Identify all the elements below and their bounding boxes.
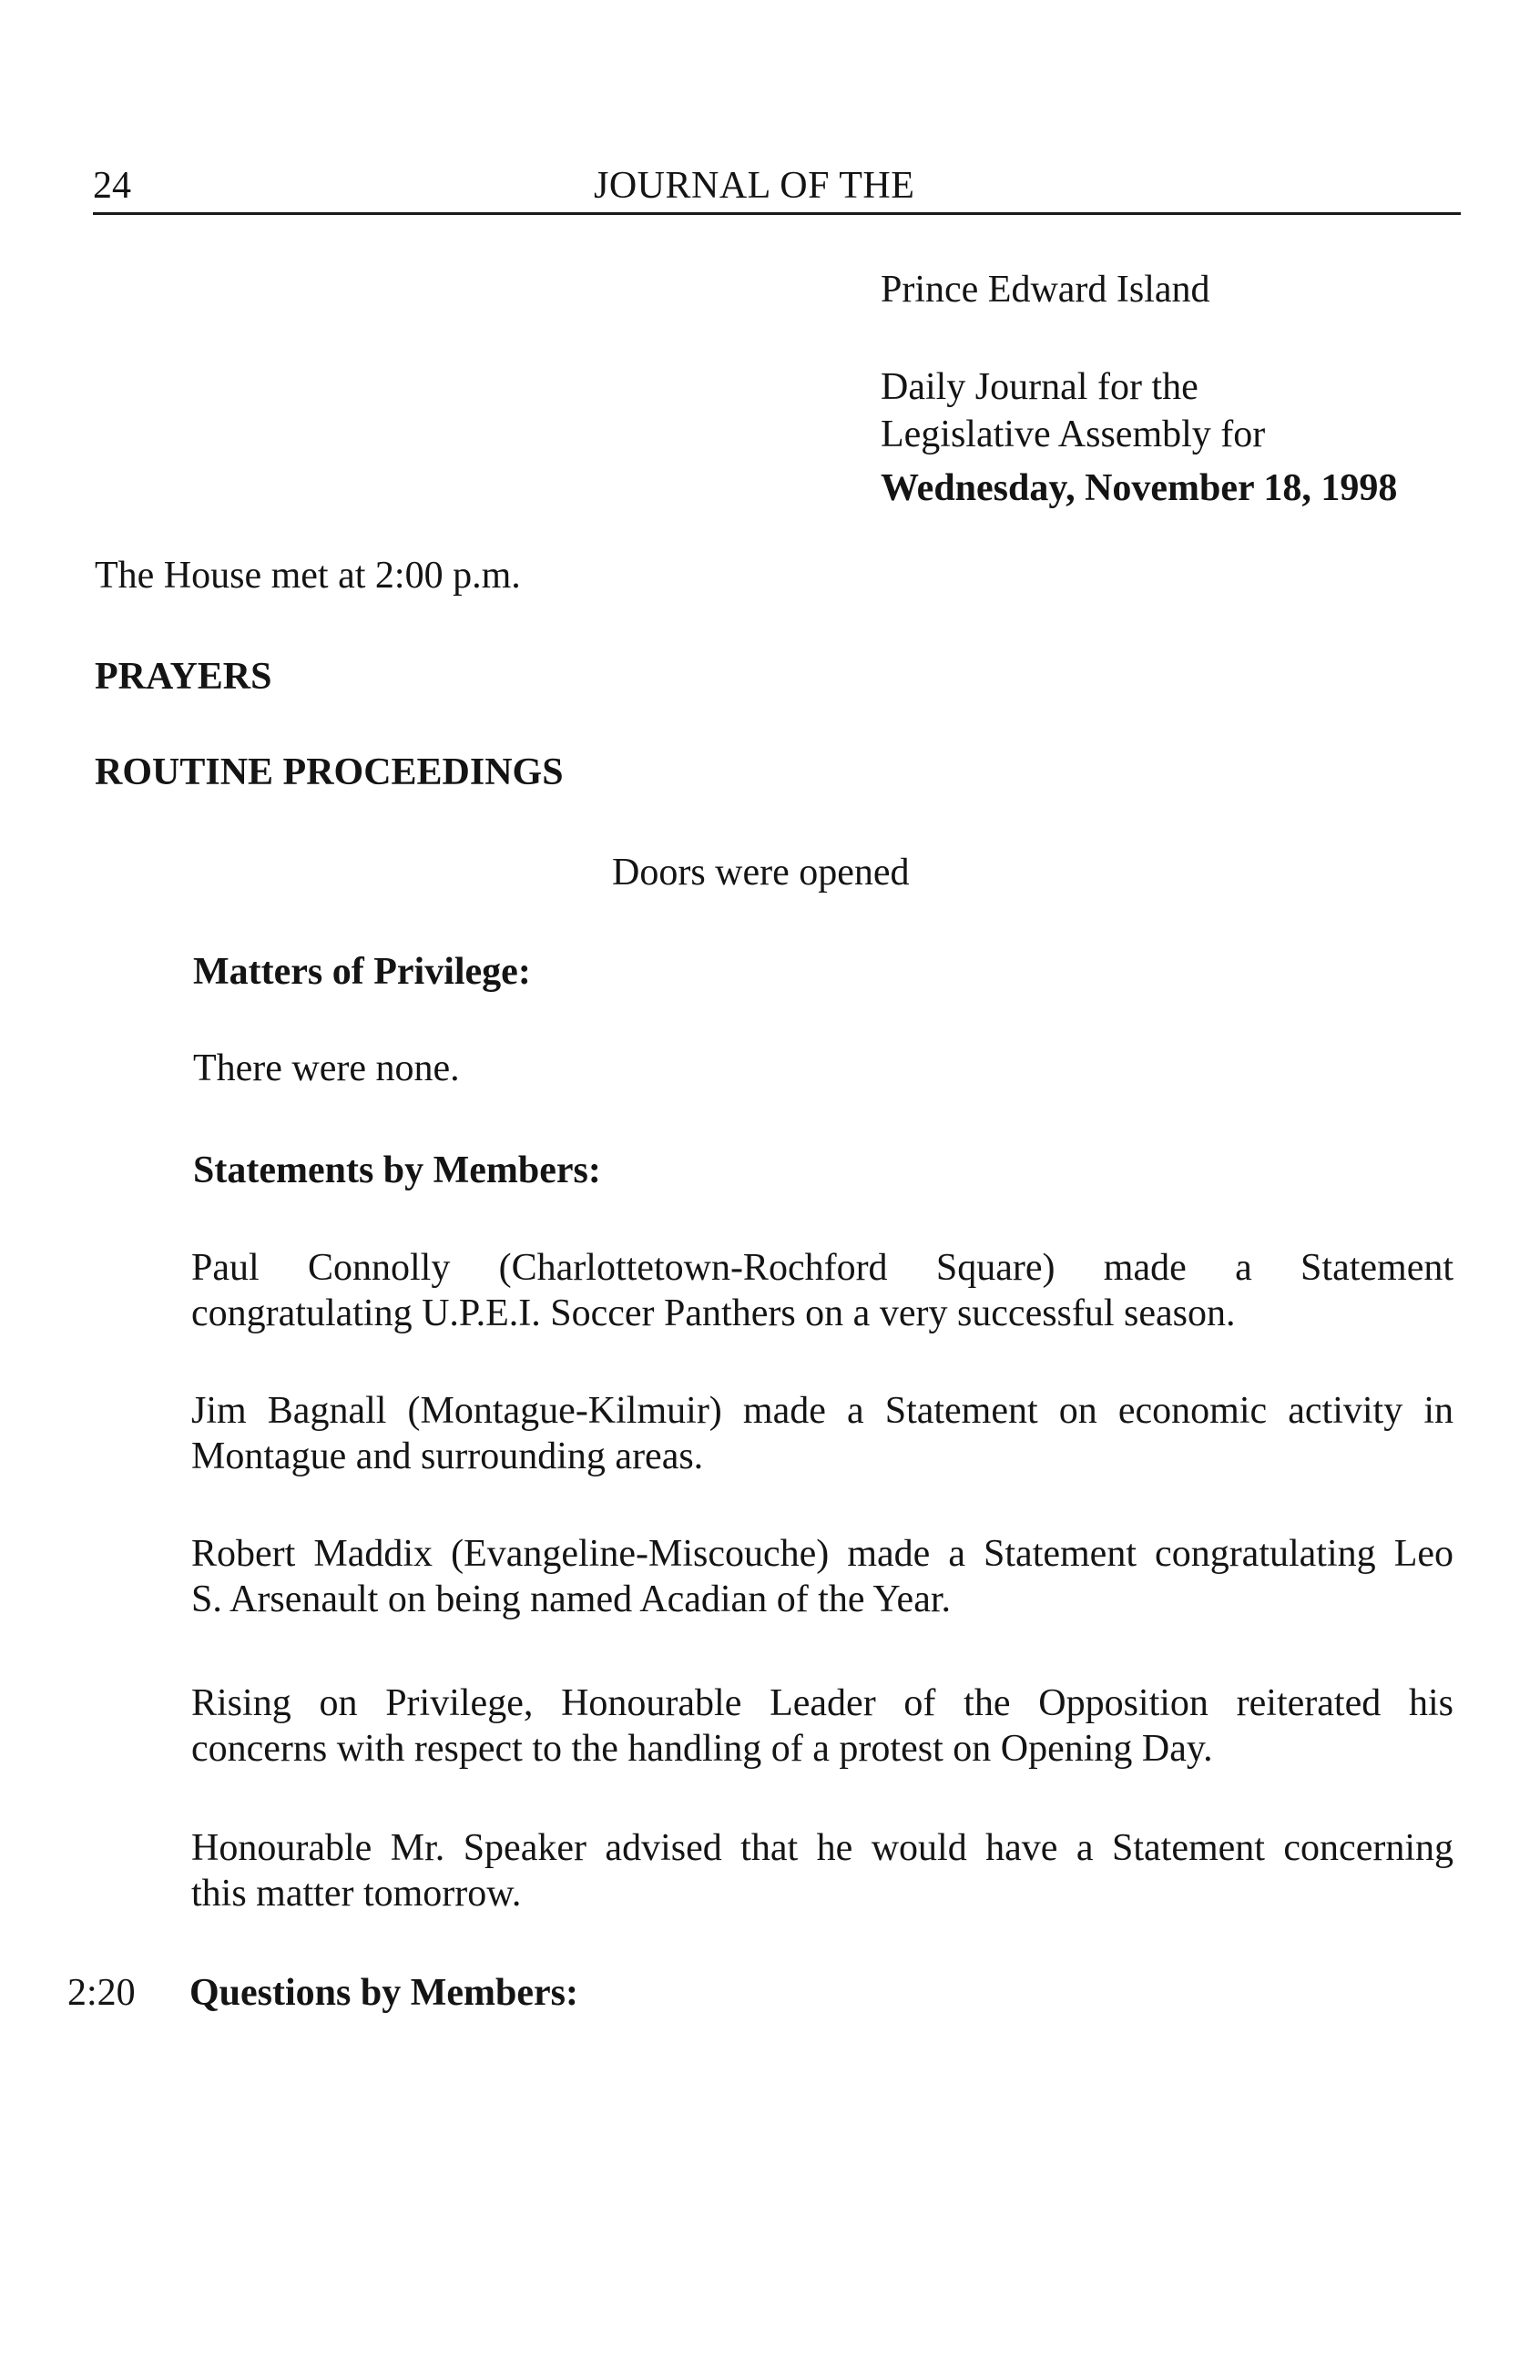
statement-line: Honourable Mr. Speaker advised that he would have a Statement concerning <box>191 1827 1453 1869</box>
page-number: 24 <box>93 165 131 207</box>
statement-paragraph <box>191 1245 1453 1336</box>
journal-title-line1: Daily Journal for the <box>881 366 1198 408</box>
statement-paragraph <box>191 1388 1453 1479</box>
statement-paragraph <box>191 1531 1453 1622</box>
statement-line: Jim Bagnall (Montague-Kilmuir) made a Statement on economic activity in <box>191 1390 1453 1432</box>
prayers-heading: PRAYERS <box>95 656 272 698</box>
privilege-heading: Matters of Privilege: <box>193 951 531 993</box>
routine-proceedings-heading: ROUTINE PROCEEDINGS <box>95 751 564 793</box>
statement-line: Montague and surrounding areas. <box>191 1435 704 1477</box>
doors-opened-text: Doors were opened <box>612 852 910 894</box>
house-met-text: The House met at 2:00 p.m. <box>95 555 521 597</box>
statement-paragraph <box>191 1680 1453 1772</box>
journal-title-line2: Legislative Assembly for <box>881 414 1266 455</box>
questions-time: 2:20 <box>67 1972 136 2014</box>
questions-heading: Questions by Members: <box>189 1972 578 2014</box>
statement-line: congratulating U.P.E.I. Soccer Panthers on a very successful season. <box>191 1292 1236 1334</box>
statement-line: Robert Maddix (Evangeline-Miscouche) made a Statement congratulating Leo <box>191 1533 1453 1575</box>
header-rule <box>93 212 1461 215</box>
statement-line: this matter tomorrow. <box>191 1873 522 1915</box>
statement-line: S. Arsenault on being named Acadian of the Year. <box>191 1578 952 1620</box>
statement-line: Paul Connolly (Charlottetown-Rochford Square) made a Statement <box>191 1247 1453 1289</box>
statement-line: concerns with respect to the handling of a protest on Opening Day. <box>191 1728 1213 1770</box>
province-name: Prince Edward Island <box>881 269 1210 311</box>
statements-heading: Statements by Members: <box>193 1149 601 1191</box>
statement-paragraph <box>191 1825 1453 1916</box>
statement-line: Rising on Privilege, Honourable Leader of the Opposition reiterated his <box>191 1682 1453 1724</box>
running-title: JOURNAL OF THE <box>594 165 915 207</box>
privilege-text: There were none. <box>193 1047 460 1089</box>
sitting-date: Wednesday, November 18, 1998 <box>881 467 1398 509</box>
